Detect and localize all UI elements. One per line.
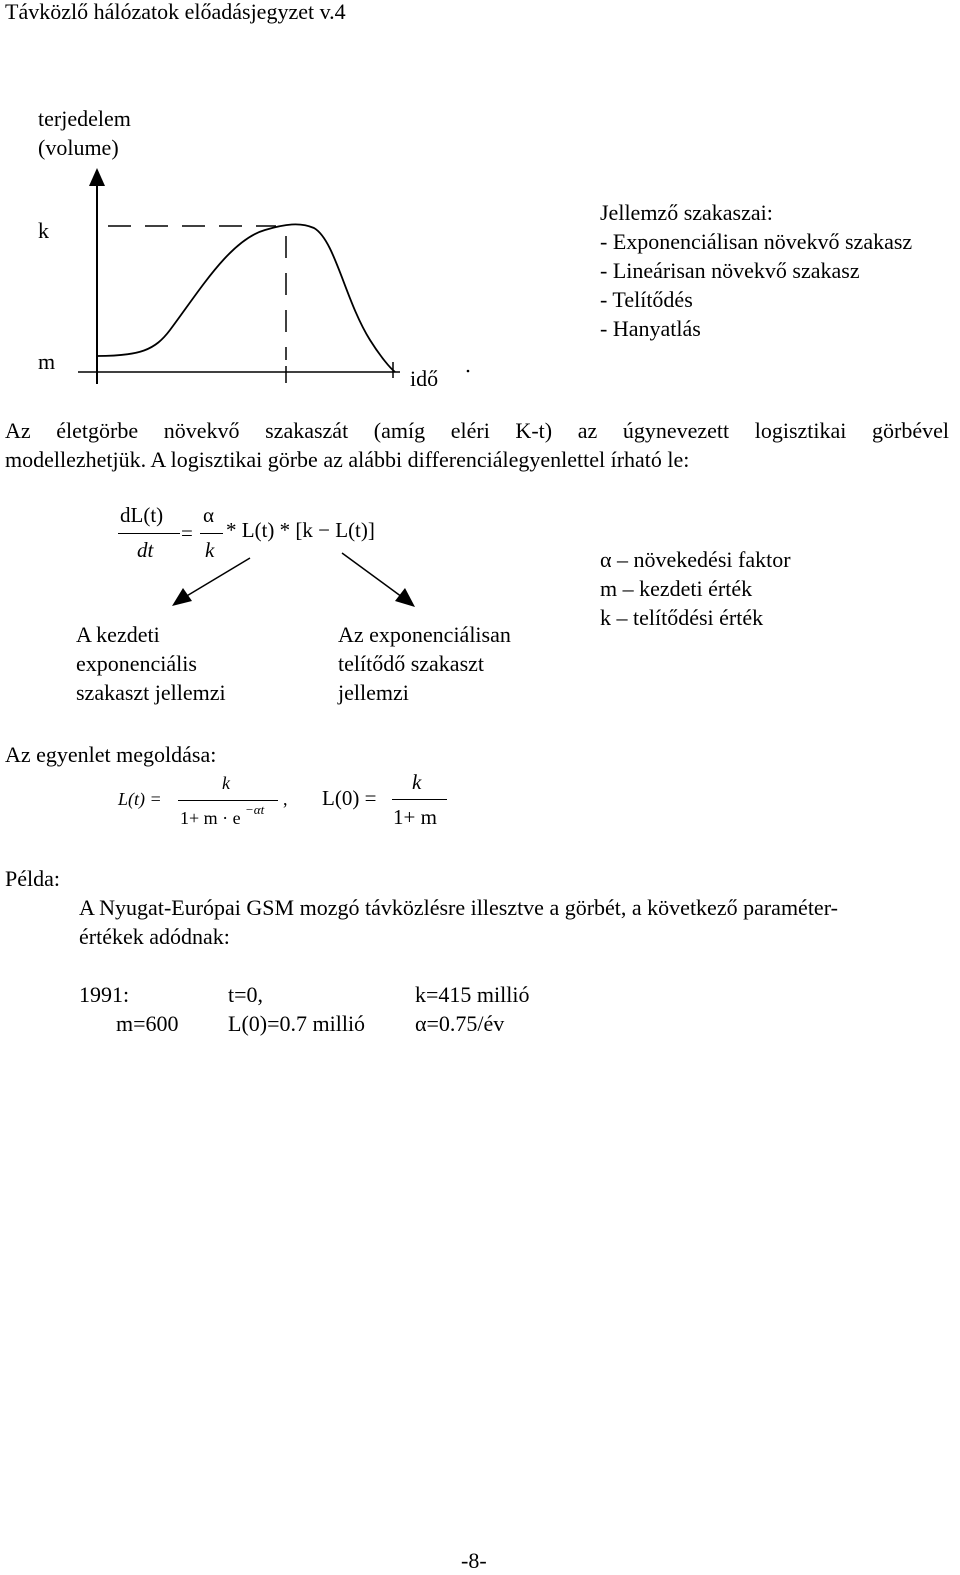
legend-k: k – telítődési érték xyxy=(600,605,764,630)
param-cell: m=600 xyxy=(116,1011,179,1036)
characteristic-item: - Telítődés xyxy=(600,287,693,312)
solution-denominator: 1+ m · e xyxy=(180,808,241,828)
solution-comma: , xyxy=(283,789,288,809)
solution-exponent: −αt xyxy=(245,802,265,817)
param-cell: t=0, xyxy=(228,982,264,1007)
y-axis-label-line2: (volume) xyxy=(38,135,119,160)
annotation-right-line: telítődő szakaszt xyxy=(338,651,485,676)
solution-lhs2: L(0) = xyxy=(322,786,377,810)
characteristics-title: Jellemző szakaszai: xyxy=(600,200,773,225)
eq-coef-denominator: k xyxy=(205,538,215,562)
legend-alpha: α – növekedési faktor xyxy=(600,547,791,572)
characteristic-item: - Lineárisan növekvő szakasz xyxy=(600,258,860,283)
y-tick-m: m xyxy=(38,349,56,374)
arrow-right-line xyxy=(342,553,402,597)
eq-rhs: * L(t) * [k − L(t)] xyxy=(226,518,375,542)
page-number: -8- xyxy=(461,1548,487,1573)
y-axis-arrow xyxy=(89,168,105,186)
eq-lhs-numerator: dL(t) xyxy=(120,503,164,527)
characteristic-item: - Exponenciálisan növekvő szakasz xyxy=(600,229,913,254)
annotation-left-line: exponenciális xyxy=(76,651,197,676)
param-cell: L(0)=0.7 millió xyxy=(228,1011,366,1036)
example-text-line2: értékek adódnak: xyxy=(79,924,230,949)
eq-lhs-fraction-bar xyxy=(118,533,180,534)
eq-coef-numerator: α xyxy=(203,503,215,527)
header-title: Távközlő hálózatok előadásjegyzet v.4 xyxy=(5,0,346,24)
eq-coef-fraction-bar xyxy=(200,533,223,534)
annotation-left-line: szakaszt jellemzi xyxy=(76,680,226,705)
example-label: Példa: xyxy=(5,866,60,891)
solution-lhs: L(t) = xyxy=(118,789,162,809)
param-cell: 1991: xyxy=(79,982,130,1007)
intro-line1: Az életgörbe növekvő szakaszát (amíg eléri K-t) az úgynevezett logisztikai görbével xyxy=(5,418,949,443)
param-cell: k=415 millió xyxy=(415,982,530,1007)
x-axis-label: idő xyxy=(410,366,439,391)
annotation-right-line: Az exponenciálisan xyxy=(338,622,511,647)
lifecycle-curve xyxy=(97,224,395,372)
y-axis-label-line1: terjedelem xyxy=(38,106,131,131)
eq-equals: = xyxy=(181,521,193,545)
characteristic-item: - Hanyatlás xyxy=(600,316,701,341)
solution-fraction-bar xyxy=(178,800,278,801)
arrow-left-line xyxy=(185,558,250,597)
solution-fraction-bar2 xyxy=(392,799,447,800)
dot-mark xyxy=(467,370,470,373)
solution-denominator2: 1+ m xyxy=(393,805,437,829)
param-cell: α=0.75/év xyxy=(415,1011,505,1036)
arrow-left-head xyxy=(172,588,192,606)
solution-title: Az egyenlet megoldása: xyxy=(5,742,217,767)
eq-lhs-denominator: dt xyxy=(137,538,154,562)
annotation-left-line: A kezdeti xyxy=(76,622,160,647)
solution-numerator2: k xyxy=(412,770,422,794)
annotation-right-line: jellemzi xyxy=(338,680,409,705)
arrow-right-head xyxy=(395,588,415,607)
intro-line2: modellezhetjük. A logisztikai görbe az alábbi differenciálegyenlettel írható le: xyxy=(5,447,690,472)
y-tick-k: k xyxy=(38,218,49,243)
solution-numerator: k xyxy=(222,773,230,793)
legend-m: m – kezdeti érték xyxy=(600,576,753,601)
example-text-line1: A Nyugat-Európai GSM mozgó távközlésre illesztve a görbét, a következő paraméter- xyxy=(79,895,838,920)
